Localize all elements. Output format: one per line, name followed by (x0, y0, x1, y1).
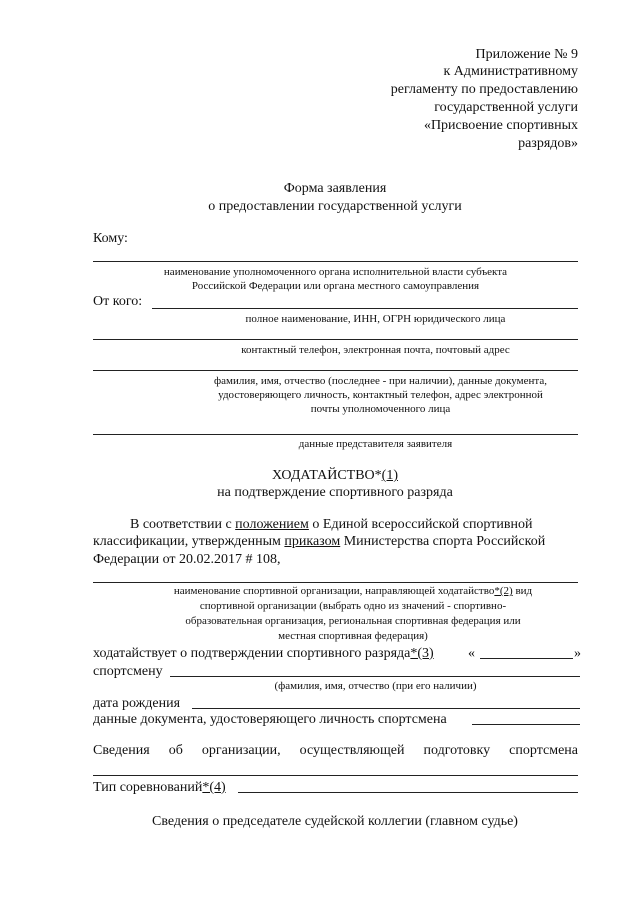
from-caption-person-2: удостоверяющего личность, контактный телефон, адрес электронной (218, 389, 543, 401)
order-link[interactable]: приказом (284, 534, 341, 549)
petition-title-text: ХОДАТАЙСТВО* (272, 468, 382, 483)
petition-title (0, 467, 640, 484)
petition-subtitle: на подтверждение спортивного разряда (217, 485, 453, 500)
footnote-link-1[interactable]: (1) (381, 468, 398, 483)
contacts-field-line[interactable] (93, 339, 578, 340)
footnote-link-3[interactable]: *(3) (410, 646, 434, 661)
to-field-line[interactable] (93, 261, 578, 262)
birth-date-label: дата рождения (93, 696, 181, 711)
body-text: Министерства спорта Российской (343, 534, 546, 549)
sport-category-field[interactable] (480, 658, 573, 659)
form-title: Форма заявления (283, 181, 387, 196)
body-text: В соответствии с (130, 517, 232, 532)
appendix-line-6: разрядов» (518, 136, 578, 151)
athlete-caption: (фамилия, имя, отчество (при его наличии) (274, 680, 477, 692)
org-info-field[interactable] (93, 775, 578, 776)
competition-type-label (93, 779, 226, 796)
org-caption-text: вид (512, 585, 533, 597)
person-field-line[interactable] (93, 370, 578, 371)
from-field-line[interactable] (152, 308, 578, 309)
representative-field-line[interactable] (93, 434, 578, 435)
from-label: От кого: (93, 294, 143, 309)
body-text: о Единой всероссийской спортивной (312, 517, 533, 532)
organization-field-line[interactable] (93, 582, 578, 583)
org-caption-text: наименование спортивной организации, направляющей ходатайство (173, 585, 495, 597)
judge-info-heading: Сведения о председателе судейской коллегии (главном судье) (152, 814, 518, 829)
petition-line (93, 645, 434, 662)
org-caption-2: спортивной организации (выбрать одно из значений - спортивно- (199, 600, 507, 612)
id-document-label: данные документа, удостоверяющего личность спортсмена (93, 712, 447, 727)
from-caption-person-1: фамилия, имя, отчество (последнее - при наличии), данные документа, (214, 375, 547, 387)
body-line-2 (93, 533, 578, 550)
footnote-link-4[interactable]: *(4) (202, 780, 226, 795)
to-caption-2: Российской Федерации или органа местного самоуправления (191, 280, 480, 292)
form-subtitle: о предоставлении государственной услуги (208, 199, 462, 214)
org-caption-1 (93, 584, 613, 598)
birth-date-field[interactable] (192, 708, 580, 709)
appendix-line-3: регламенту по предоставлению (390, 82, 578, 97)
from-caption-contacts: контактный телефон, электронная почта, почтовый адрес (241, 344, 510, 356)
org-info-label: Сведения об организации, осуществляющей подготовку спортсмена (93, 743, 578, 758)
body-text: классификации, утвержденным (93, 534, 281, 549)
appendix-line-5: «Присвоение спортивных (423, 118, 578, 133)
appendix-line-1: Приложение № 9 (475, 47, 578, 62)
from-caption-legal: полное наименование, ИНН, ОГРН юридического лица (245, 313, 506, 325)
competition-type-field[interactable] (238, 792, 578, 793)
from-caption-representative: данные представителя заявителя (298, 438, 453, 450)
to-label: Кому: (93, 231, 128, 246)
close-quote: » (574, 646, 581, 661)
id-document-field[interactable] (472, 724, 580, 725)
athlete-label: спортсмену (93, 664, 163, 679)
to-caption-1: наименование уполномоченного органа исполнительной власти субъекта (163, 266, 508, 278)
petition-line-text: ходатайствует о подтверждении спортивного разряда (93, 646, 411, 661)
org-caption-3: образовательная организация, региональная спортивная федерация или (185, 615, 521, 627)
regulation-link[interactable]: положением (235, 517, 309, 532)
competition-type-text: Тип соревнований (93, 780, 203, 795)
footnote-link-2[interactable]: *(2) (494, 585, 513, 597)
from-caption-person-3: почты уполномоченного лица (310, 403, 451, 415)
appendix-line-2: к Административному (443, 64, 578, 79)
org-caption-4: местная спортивная федерация) (278, 630, 428, 642)
body-line-1 (130, 516, 578, 533)
open-quote: « (468, 646, 475, 661)
appendix-line-4: государственной услуги (434, 100, 578, 115)
athlete-name-field[interactable] (170, 676, 580, 677)
body-line-3: Федерации от 20.02.2017 # 108, (93, 552, 281, 567)
